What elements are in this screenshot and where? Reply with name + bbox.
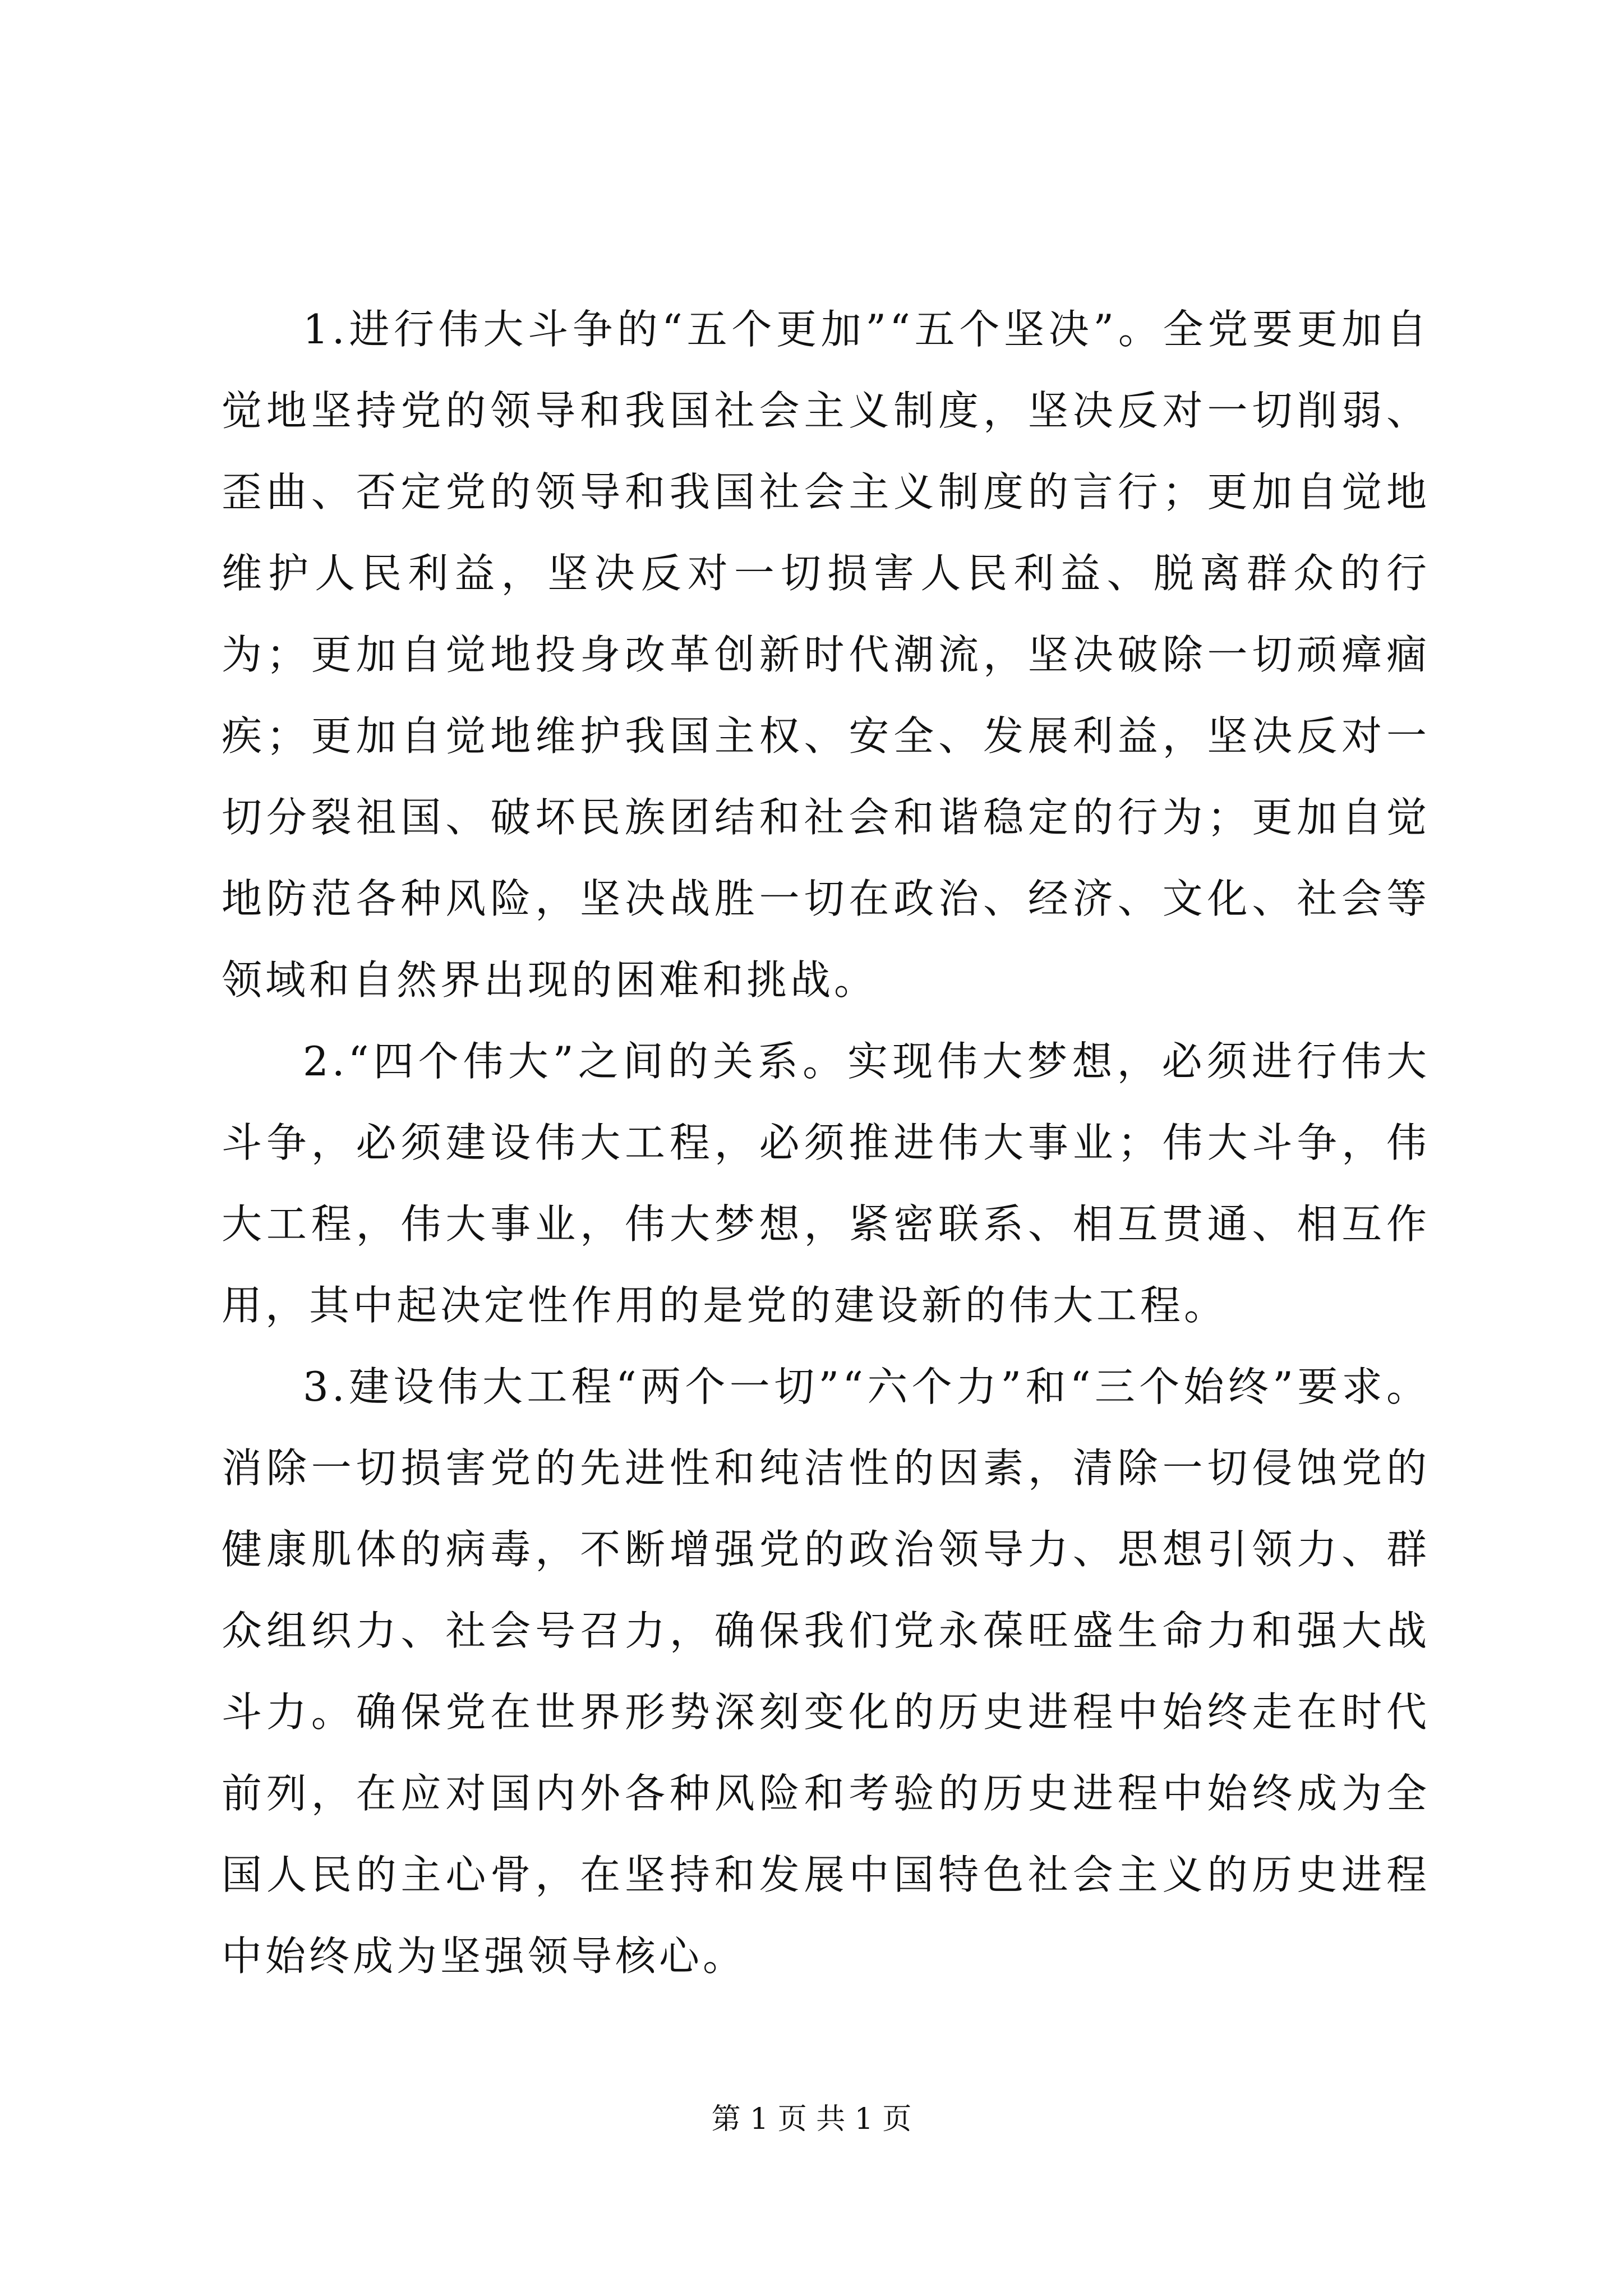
paragraph-2: 2.“四个伟大”之间的关系。实现伟大梦想，必须进行伟大斗争，必须建设伟大工程，必须推进伟大事业；伟大斗争，伟大工程，伟大事业，伟大梦想，紧密联系、相互贯通、相互作用，其中起决定性作用的是党的建设新的伟大工程。 [222,1038,1430,1329]
paragraph-3: 3.建设伟大工程“两个一切”“六个力”和“三个始终”要求。消除一切损害党的先进性和纯洁性的因素，清除一切侵蚀党的健康肌体的病毒，不断增强党的政治领导力、思想引领力、群众组织力、社会号召力，确保我们党永葆旺盛生命力和强大战斗力。确保党在世界形势深刻变化的历史进程中始终走在时代前列，在应对国内外各种风险和考验的历史进程中始终成为全国人民的主心骨，在坚持和发展中国特色社会主义的历史进程中始终成为坚强领导核心。 [222,1363,1430,1980]
document-body [222,289,1430,1997]
page-footer: 第 1 页 共 1 页 [711,2102,912,2136]
paragraph-1: 1.进行伟大斗争的“五个更加”“五个坚决”。全党要更加自觉地坚持党的领导和我国社会主义制度，坚决反对一切削弱、歪曲、否定党的领导和我国社会主义制度的言行；更加自觉地维护人民利益，坚决反对一切损害人民利益、脱离群众的行为；更加自觉地投身改革创新时代潮流，坚决破除一切顽瘴痼疾；更加自觉地维护我国主权、安全、发展利益，坚决反对一切分裂祖国、破坏民族团结和社会和谐稳定的行为；更加自觉地防范各种风险，坚决战胜一切在政治、经济、文化、社会等领域和自然界出现的困难和挑战。 [222,306,1430,1004]
